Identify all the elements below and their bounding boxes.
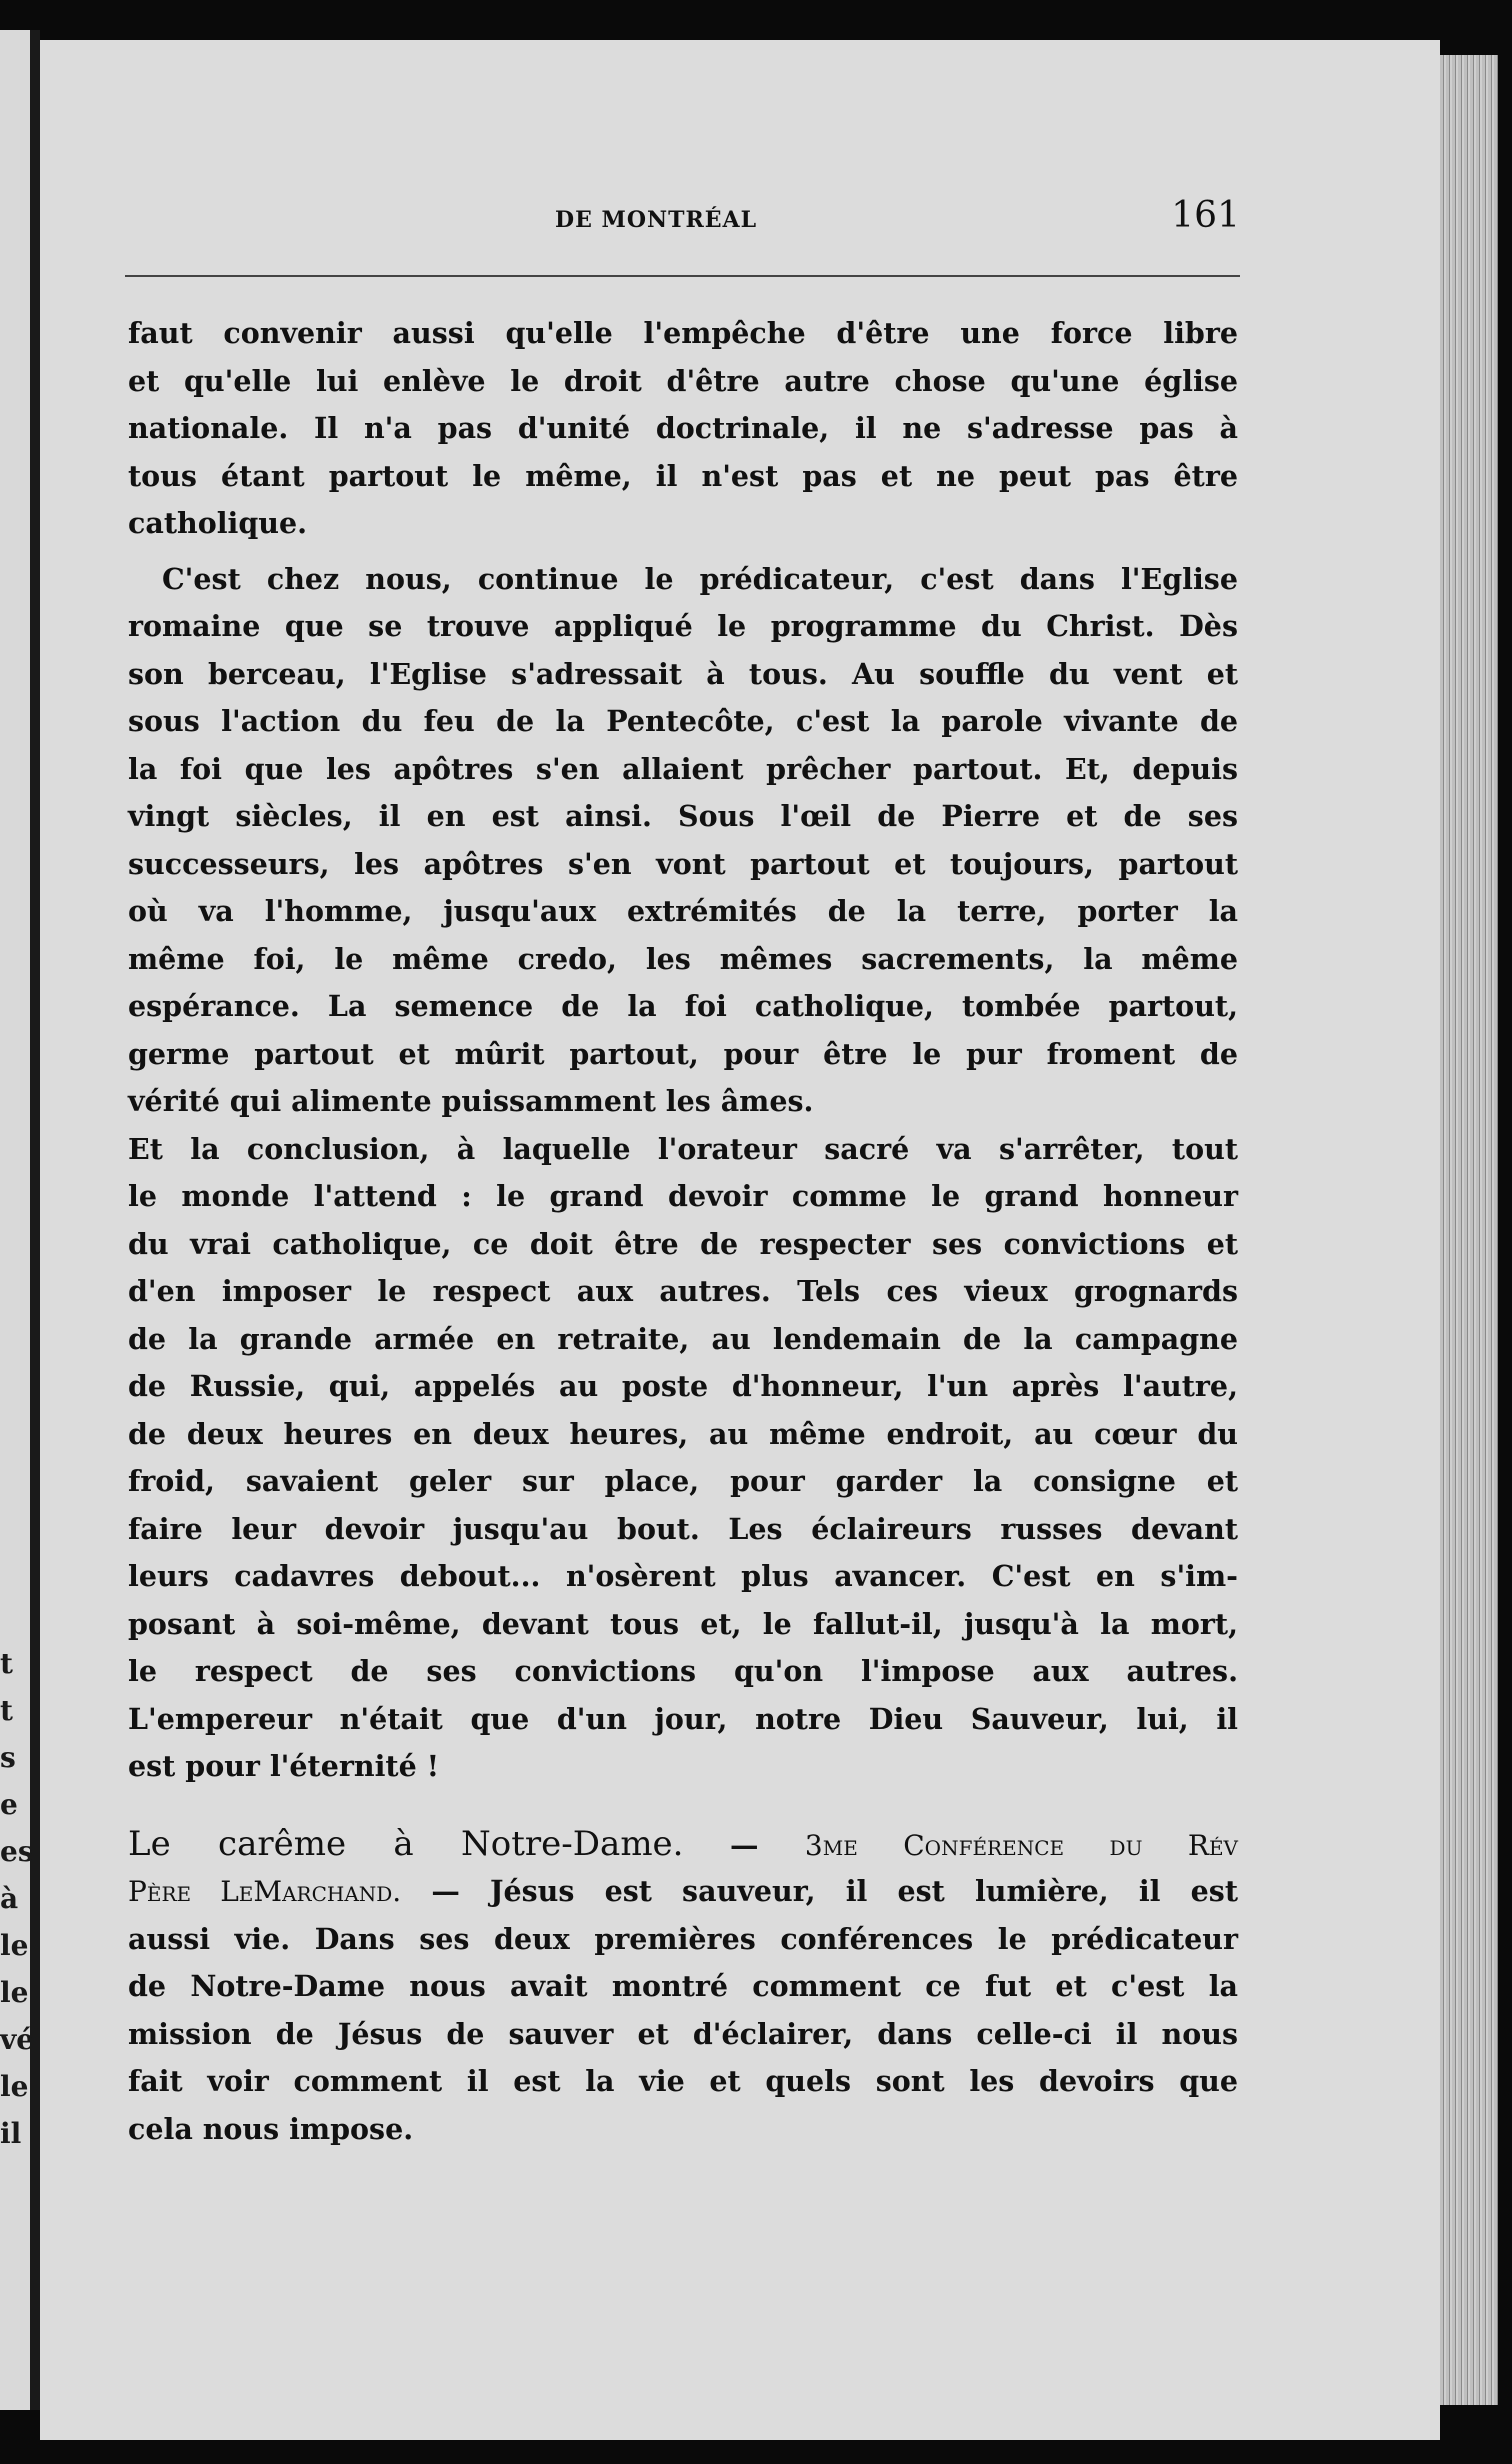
margin-letter: t [0,1647,13,1680]
text-line: du vrai catholique, ce doit être de respecter ses convictions et [128,1226,1238,1261]
section-careme [128,1821,1238,2154]
paragraph-2 [128,556,1238,1126]
section-dash: — [683,1827,805,1862]
text-line: tous étant partout le même, il n'est pas et ne peut pas être [128,458,1238,493]
running-head: DE MONTRÉAL [555,207,758,233]
section-speaker: Père LeMarchand. [128,1875,402,1908]
text-line: C'est chez nous, continue le prédicateur, c'est dans l'Eglise [162,561,1238,596]
text-line: même foi, le même credo, les mêmes sacrements, la même [128,941,1238,976]
text-line: de la grande armée en retraite, au lendemain de la campagne [128,1321,1238,1356]
text-line: le respect de ses convictions qu'on l'impose aux autres. [128,1654,1238,1688]
paragraph-3 [128,1126,1238,1791]
text-line: sous l'action du feu de la Pentecôte, c'est la parole vivante de [128,704,1238,738]
left-page-margin-text [0,1640,40,2157]
text-line: germe partout et mûrit partout, pour être le pur froment de [128,1036,1238,1071]
text-line: mission de Jésus de sauver et d'éclairer, dans celle-ci il nous [128,2016,1238,2051]
text-line: de Russie, qui, appelés au poste d'honneur, l'un après l'autre, [128,1369,1238,1403]
text-line: fait voir comment il est la vie et quels sont les devoirs que [128,2064,1238,2098]
text-line: faire leur devoir jusqu'au bout. Les éclaireurs russes devant [128,1511,1238,1546]
page-number: 161 [1171,195,1240,236]
margin-letter: e [0,1788,18,1821]
text-line: cela nous impose. [128,2111,414,2146]
text-line: froid, savaient geler sur place, pour garder la consigne et [128,1464,1238,1498]
text-line: de deux heures en deux heures, au même endroit, au cœur du [128,1416,1238,1451]
margin-letter: s [0,1741,16,1774]
section-subtitle: 3me Conférence du Rév [804,1828,1238,1862]
margin-letter: t [0,1694,13,1727]
margin-letter: le [0,1976,29,2009]
margin-letter: le [0,1929,29,1962]
body-text [128,310,1238,2153]
text-line: et qu'elle lui enlève le droit d'être autre chose qu'une église [128,363,1238,398]
text-line: vingt siècles, il en est ainsi. Sous l'œil de Pierre et de ses [128,799,1238,833]
margin-letter: vé [0,2023,35,2056]
margin-letter: il [0,2117,22,2150]
text-line: de Notre-Dame nous avait montré comment ce fut et c'est la [128,1969,1238,2003]
text-line: successeurs, les apôtres s'en vont partout et toujours, partout [128,846,1238,881]
text-line: catholique. [128,506,308,540]
text-line: la foi que les apôtres s'en allaient prêcher partout. Et, depuis [128,751,1238,786]
section-heading-line [128,1821,1238,1869]
text-line: vérité qui alimente puissamment les âmes. [128,1084,814,1118]
header-rule [125,275,1240,277]
text-line: aussi vie. Dans ses deux premières conférences le prédicateur [128,1921,1238,1956]
text-line: est pour l'éternité ! [128,1749,440,1783]
text-line: où va l'homme, jusqu'aux extrémités de la terre, porter la [128,894,1238,928]
text-line: espérance. La semence de la foi catholique, tombée partout, [128,989,1238,1023]
text-line: Et la conclusion, à laquelle l'orateur sacré va s'arrêter, tout [128,1131,1238,1166]
page-stack-edge [1440,55,1498,2405]
section-heading-line-2 [128,1868,1238,1916]
text-line: — Jésus est sauveur, il est lumière, il est [401,1874,1238,1908]
text-line: son berceau, l'Eglise s'adressait à tous. Au souffle du vent et [128,656,1238,691]
text-line: leurs cadavres debout... n'osèrent plus avancer. C'est en s'im- [128,1559,1238,1593]
margin-letter: le [0,2070,29,2103]
text-line: romaine que se trouve appliqué le programme du Christ. Dès [128,609,1238,643]
paragraph-1 [128,310,1238,548]
text-line: le monde l'attend : le grand devoir comme le grand honneur [128,1179,1238,1213]
text-line: nationale. Il n'a pas d'unité doctrinale, il ne s'adresse pas à [128,411,1238,445]
section-title: Le carême à Notre-Dame. [128,1823,684,1864]
page-header [125,195,1240,255]
text-line: faut convenir aussi qu'elle l'empêche d'être une force libre [128,316,1238,350]
text-line: L'empereur n'était que d'un jour, notre Dieu Sauveur, lui, il [128,1701,1238,1736]
margin-letter: à [0,1882,19,1915]
margin-letter: es [0,1835,34,1868]
text-line: d'en imposer le respect aux autres. Tels ces vieux grognards [128,1274,1238,1308]
text-line: posant à soi-même, devant tous et, le fallut-il, jusqu'à la mort, [128,1606,1238,1641]
